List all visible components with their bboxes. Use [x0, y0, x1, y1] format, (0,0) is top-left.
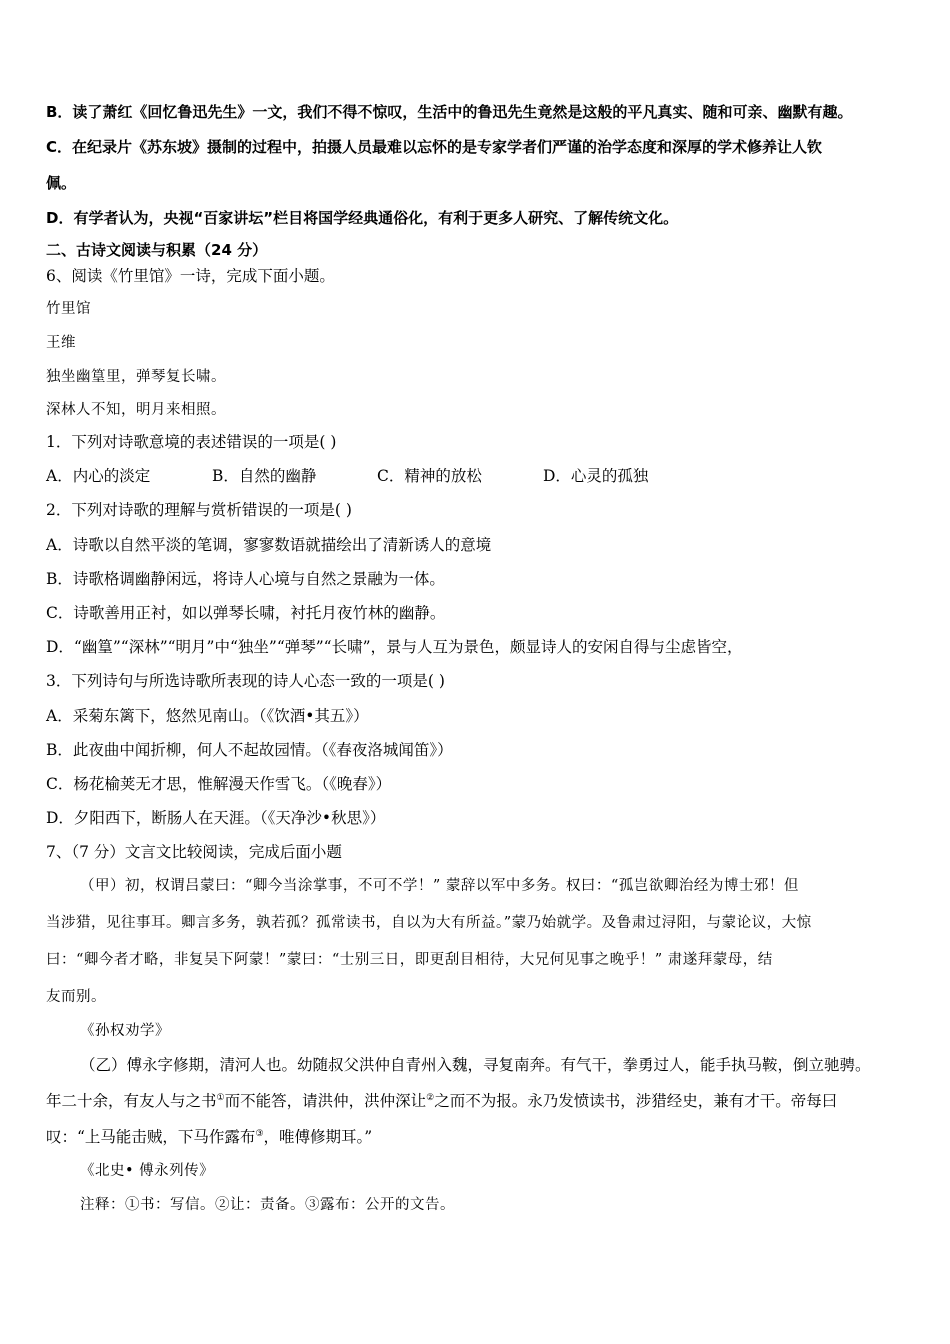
poem-line-2: 深林人不知，明月来相照。: [46, 402, 226, 418]
sub1-option-b: B．自然的幽静: [212, 467, 317, 485]
poem-author: 王维: [46, 335, 76, 351]
yi2-text-b: 而不能答，请洪仲，洪仲深让: [224, 1092, 427, 1110]
sub1-stem: 1．下列对诗歌意境的表述错误的一项是( ): [46, 433, 337, 451]
yi2-text-c: 之而不为报。永乃发愤读书，涉猎经史，兼有才干。帝每曰: [434, 1092, 838, 1110]
yi3-text-b: ，唯傅修期耳。”: [263, 1128, 373, 1146]
passage-yi-line2: [46, 1091, 837, 1111]
sub1-option-a: A．内心的淡定: [46, 467, 151, 485]
prev-option-b: B．读了萧红《回忆鲁迅先生》一文，我们不得不惊叹，生活中的鲁迅先生竟然是这般的平凡真实、随和可亲、幽默有趣。: [46, 103, 853, 121]
passage-yi-line3: [46, 1127, 372, 1147]
q7-stem: 7、（7 分）文言文比较阅读，完成后面小题: [46, 843, 342, 861]
passage-yi-source: 《北史• 傅永列传》: [80, 1163, 215, 1179]
q6-stem: 6、阅读《竹里馆》一诗，完成下面小题。: [46, 267, 335, 285]
prev-option-c-line2: 佩。: [46, 174, 77, 192]
sub1-options: [46, 466, 648, 486]
footnote-mark-3: ③: [255, 1128, 264, 1139]
sub2-option-a: A．诗歌以自然平淡的笔调，寥寥数语就描绘出了清新诱人的意境: [46, 536, 492, 554]
sub2-stem: 2．下列对诗歌的理解与赏析错误的一项是( ): [46, 501, 352, 519]
prev-option-d: D．有学者认为，央视“百家讲坛”栏目将国学经典通俗化，有利于更多人研究、了解传统文化。: [46, 209, 679, 227]
passage-notes: 注释：①书：写信。②让：责备。③露布：公开的文告。: [80, 1197, 455, 1213]
sub3-option-b: B．此夜曲中闻折柳，何人不起故园情。（《春夜洛城闻笛》）: [46, 741, 453, 759]
sub2-option-b: B．诗歌格调幽静闲远，将诗人心境与自然之景融为一体。: [46, 570, 445, 588]
footnote-mark-1: ①: [216, 1092, 225, 1103]
passage-jia-line2: 当涉猎，见往事耳。卿言多务，孰若孤？孤常读书，自以为大有所益。”蒙乃始就学。及鲁肃过浔阳，与蒙论议，大惊: [46, 915, 812, 931]
poem-title: 竹里馆: [46, 301, 91, 317]
yi3-text-a: 叹：“上马能击贼，下马作露布: [46, 1128, 256, 1146]
passage-jia-line1: （甲）初，权谓吕蒙曰：“卿今当涂掌事，不可不学！” 蒙辞以军中多务。权曰：“孤岂欲卿治经为博士邪！但: [80, 878, 799, 894]
sub3-option-a: A．采菊东篱下，悠然见南山。（《饮酒•其五》）: [46, 707, 369, 725]
sub3-option-c: C．杨花榆荚无才思，惟解漫天作雪飞。（《晚春》）: [46, 775, 392, 793]
sub3-option-d: D．夕阳西下，断肠人在天涯。（《天净沙•秋思》）: [46, 809, 386, 827]
sub3-stem: 3．下列诗句与所选诗歌所表现的诗人心态一致的一项是( ): [46, 672, 445, 690]
sub1-option-d: D．心灵的孤独: [543, 467, 649, 485]
passage-jia-line3: 曰：“卿今者才略，非复吴下阿蒙！”蒙曰：“士别三日，即更刮目相待，大兄何见事之晚乎！” 肃遂拜蒙母，结: [46, 952, 773, 968]
yi2-text-a: 年二十余，有友人与之书: [46, 1092, 217, 1110]
footnote-mark-2: ②: [426, 1092, 435, 1103]
poem-line-1: 独坐幽篁里，弹琴复长啸。: [46, 369, 226, 385]
passage-jia-source: 《孙权劝学》: [80, 1023, 170, 1039]
passage-yi-line1: （乙）傅永字修期，清河人也。幼随叔父洪仲自青州入魏，寻复南奔。有气干，拳勇过人，能手执马鞍，倒立驰骋。: [80, 1056, 871, 1074]
section-heading: 二、古诗文阅读与积累（24 分）: [46, 241, 268, 259]
sub1-option-c: C．精神的放松: [377, 467, 482, 485]
passage-jia-line4: 友而别。: [46, 989, 106, 1005]
prev-option-c-line1: C．在纪录片《苏东坡》摄制的过程中，拍摄人员最难以忘怀的是专家学者们严谨的治学态度和深厚的学术修养让人钦: [46, 138, 823, 156]
sub2-option-d: D．“幽篁”“深林”“明月”中“独坐”“弹琴”“长啸”，景与人互为景色，颇显诗人的安闲自得与尘虑皆空，: [46, 638, 743, 656]
sub2-option-c: C．诗歌善用正衬，如以弹琴长啸，衬托月夜竹林的幽静。: [46, 604, 446, 622]
